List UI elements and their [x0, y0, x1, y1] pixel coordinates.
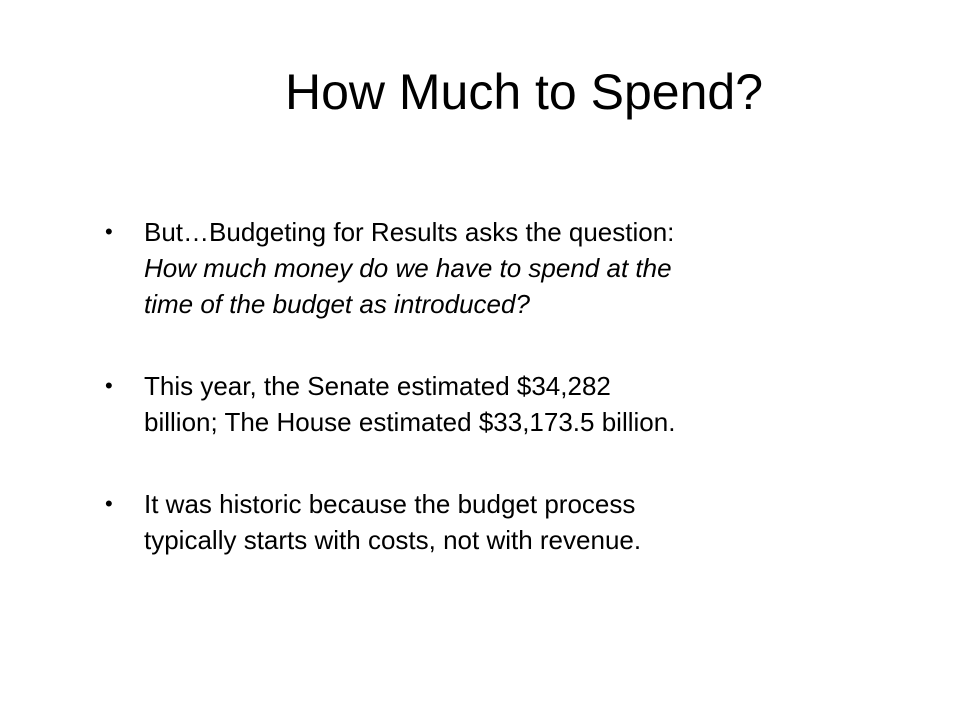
bullet-line-italic: time of the budget as introduced? [144, 289, 530, 319]
bullet-line: typically starts with costs, not with revenue. [144, 525, 642, 555]
slide-title: How Much to Spend? [284, 64, 764, 120]
bullet-text [144, 368, 884, 440]
bullet-line-italic: How much money do we have to spend at the [144, 253, 672, 283]
bullet-line: This year, the Senate estimated $34,282 [144, 371, 611, 401]
bullet-line: billion; The House estimated $33,173.5 billion. [144, 407, 676, 437]
bullet-text [144, 486, 884, 558]
bullet-line: It was historic because the budget process [144, 489, 636, 519]
bullet-marker: • [105, 373, 113, 398]
bullet-item [105, 368, 852, 440]
bullet-marker: • [105, 219, 113, 244]
bullet-line: But…Budgeting for Results asks the question: [144, 217, 675, 247]
bullet-marker: • [105, 491, 113, 516]
bullet-text [144, 214, 884, 322]
bullet-item [105, 214, 852, 322]
bullet-item [105, 486, 852, 558]
